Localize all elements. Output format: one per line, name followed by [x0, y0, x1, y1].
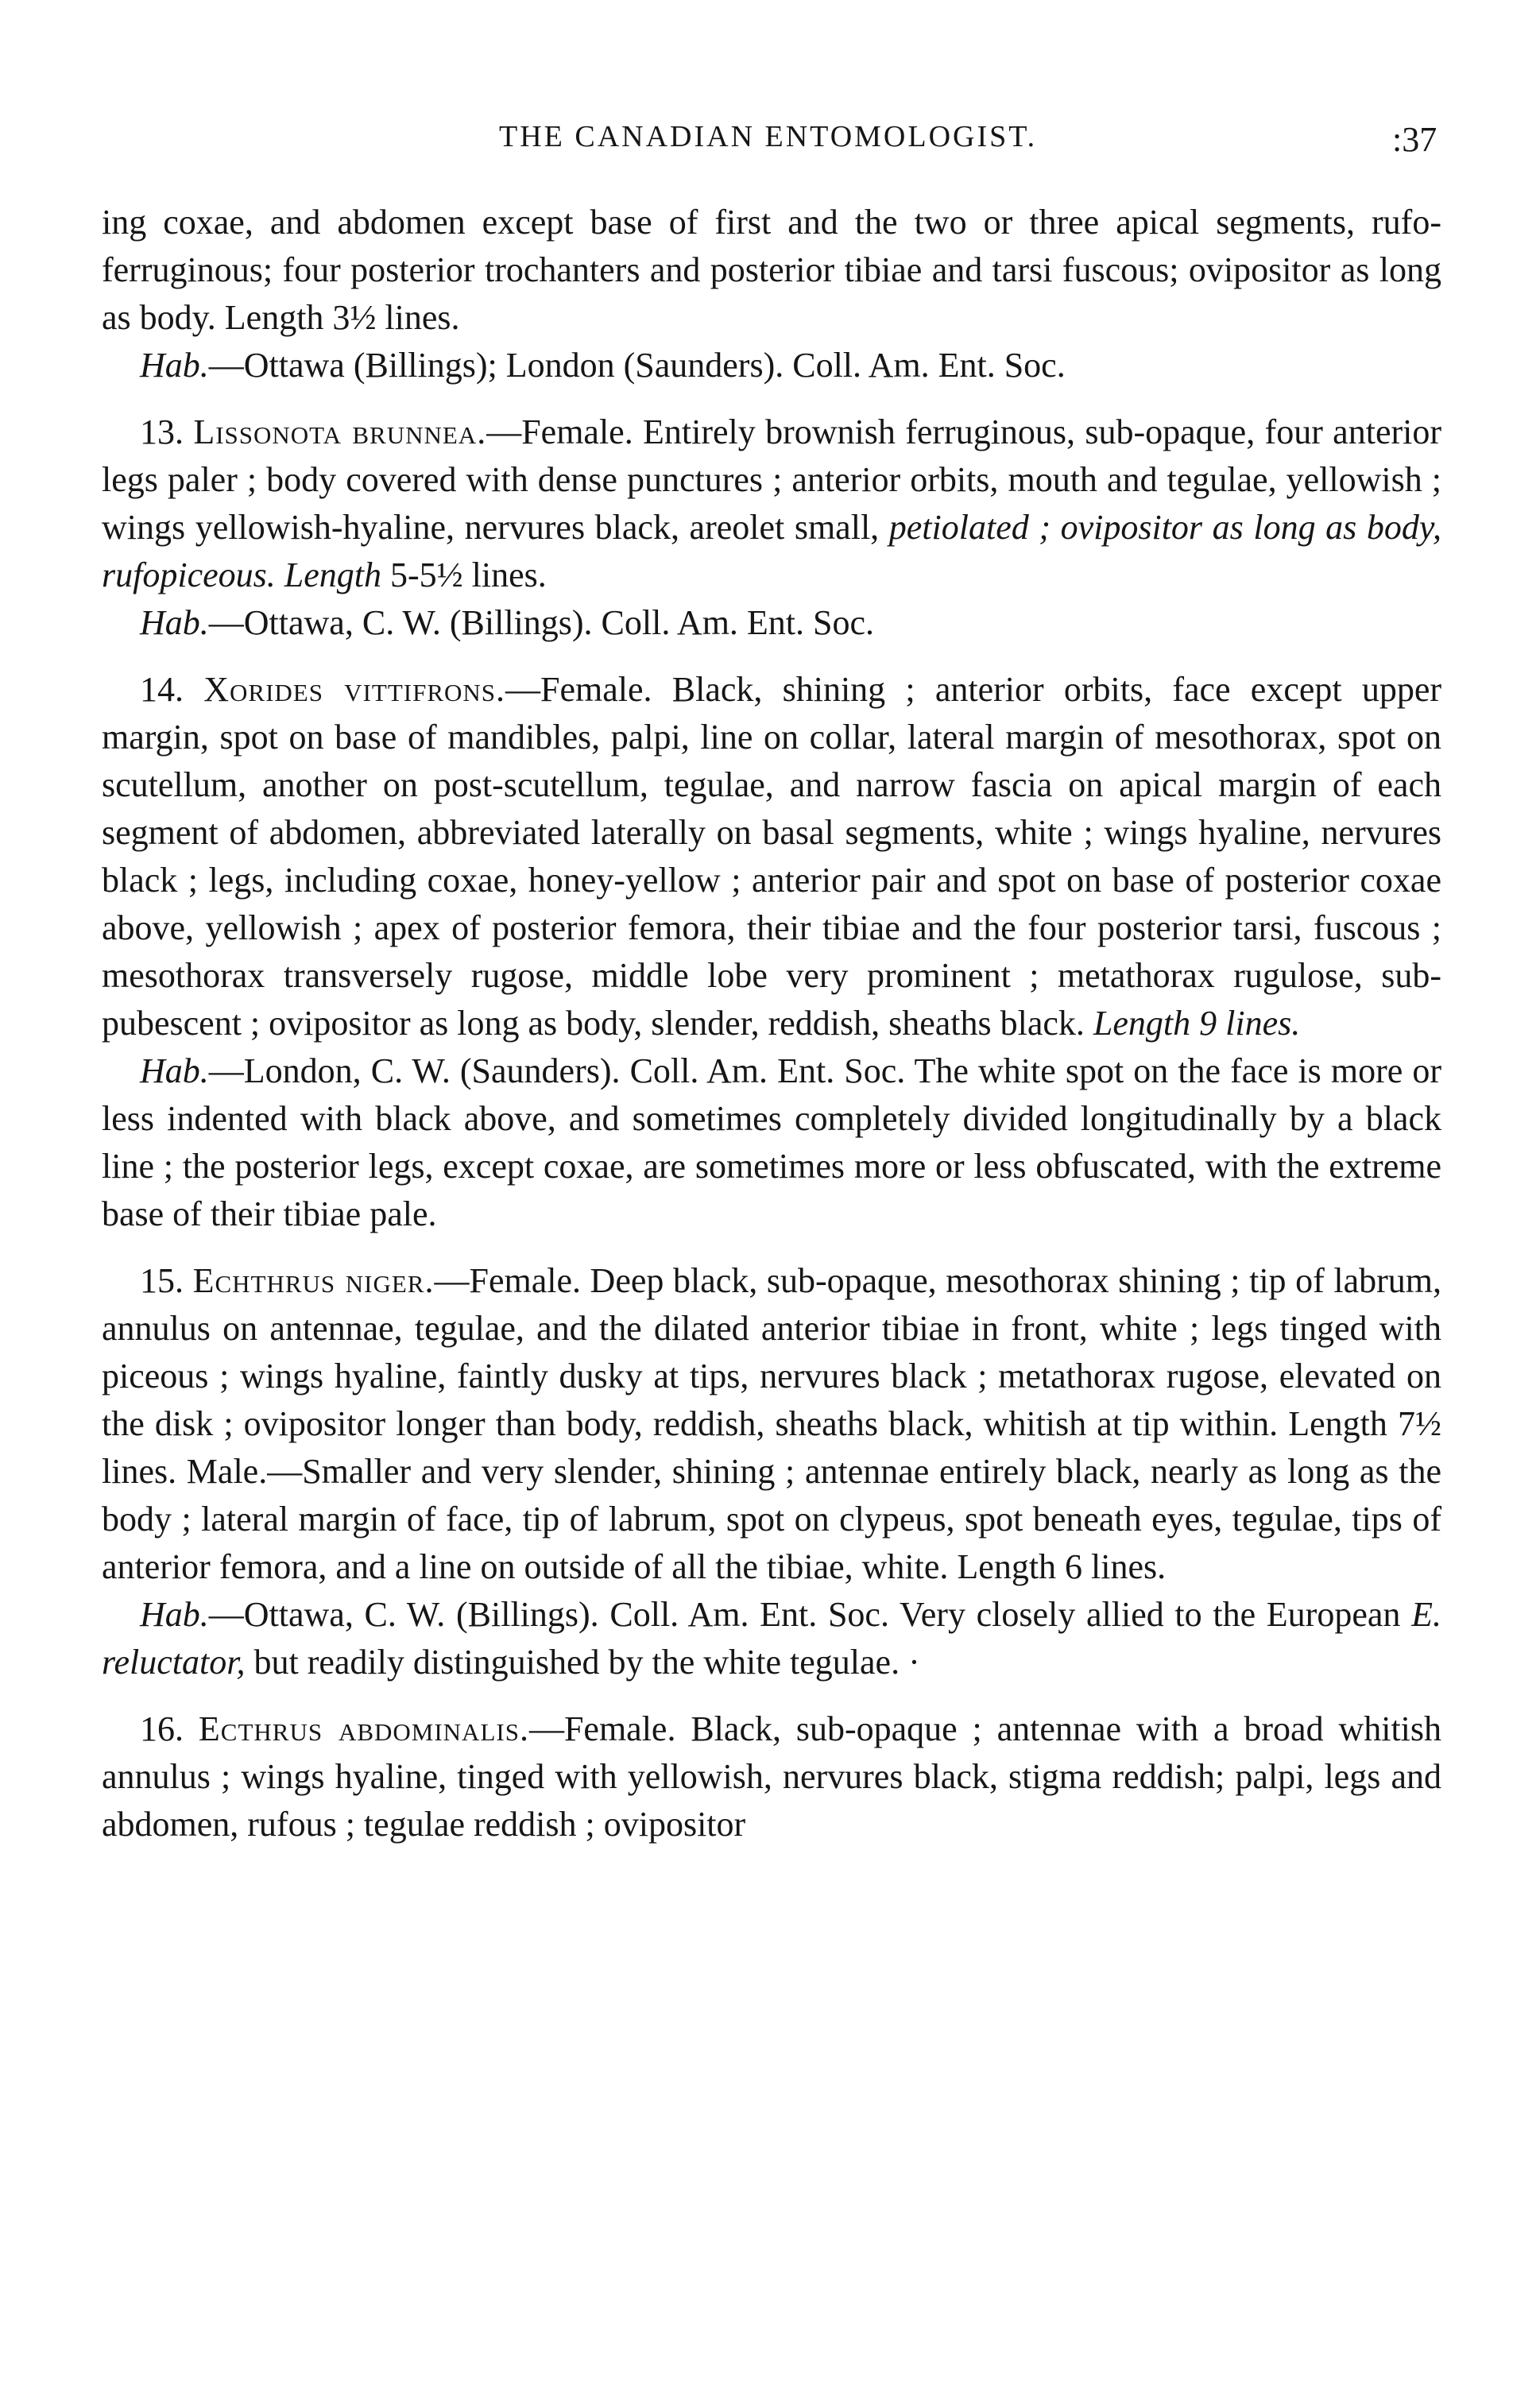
page-header	[0, 119, 1540, 167]
habitat-15	[102, 1591, 1441, 1686]
entry-number: 15.	[140, 1261, 184, 1300]
hab-text: —Ottawa (Billings); London (Saunders). Coll. Am. Ent. Soc.	[208, 346, 1066, 385]
continuation-habitat	[102, 342, 1441, 389]
species-name: Ecthrus abdominalis.	[198, 1709, 529, 1748]
species-entry-14	[102, 666, 1441, 1047]
entry-number: 16.	[140, 1709, 184, 1748]
hab-italic-name: E. reluctator,	[102, 1595, 1442, 1682]
hab-text: —Ottawa, C. W. (Billings). Coll. Am. Ent. Soc.	[208, 603, 875, 642]
species-name: Xorides vittifrons.	[203, 670, 506, 709]
continuation-paragraph	[102, 199, 1441, 342]
species-description-italic: Length 9 lines.	[1093, 1004, 1301, 1043]
species-name: Echthrus niger.	[192, 1261, 435, 1300]
continuation-text: ing coxae, and abdomen except base of first and the two or three apical segments, rufo-ferruginous; four posterior trochanters and posterior tibiae and tarsi fuscous; ovipositor as long as body. Length 3½ lines.	[102, 203, 1441, 337]
running-head: THE CANADIAN ENTOMOLOGIST.	[499, 120, 1038, 153]
habitat-13	[102, 599, 1441, 647]
species-description: —Female. Black, sub-opaque ; antennae with a broad whitish annulus ; wings hyaline, tinged with yellowish, nervures black, stigma reddish; palpi, legs and abdomen, rufous ; tegulae reddish ; ovipositor	[102, 1709, 1442, 1844]
hab-text: —Ottawa, C. W. (Billings). Coll. Am. Ent. Soc. Very closely allied to the European	[208, 1595, 1401, 1634]
species-description-italic: petiolated ; ovipositor as long as body, rufopiceous. Length	[102, 508, 1442, 594]
entry-number: 13.	[140, 412, 184, 451]
species-description: —Female. Black, shining ; anterior orbits, face except upper margin, spot on base of mandibles, palpi, line on collar, lateral margin of mesothorax, spot on scutellum, another on post-scutellum, tegulae, and narrow fascia on apical margin of each segment of abdomen, abbreviated laterally on basal segments, white ; wings hyaline, nervures black ; legs, including coxae, honey-yellow ; anterior pair and spot on base of posterior coxae above, yellowish ; apex of posterior femora, their tibiae and the four posterior tarsi, fuscous ; mesothorax transversely rugose, middle lobe very prominent ; metathorax rugulose, sub-pubescent ; ovipositor as long as body, slender, reddish, sheaths black.	[102, 670, 1442, 1043]
species-entry-16	[102, 1705, 1441, 1848]
species-entry-13	[102, 408, 1441, 599]
species-description-cont: 5-5½ lines.	[389, 555, 547, 594]
hab-label: Hab.	[140, 603, 209, 642]
hab-label: Hab.	[140, 1051, 209, 1090]
body-text	[102, 199, 1441, 1848]
hab-text: —London, C. W. (Saunders). Coll. Am. Ent. Soc. The white spot on the face is more or less indented with black above, and sometimes completely divided longitudinally by a black line ; the posterior legs, except coxae, are sometimes more or less obfuscated, with the extreme base of their tibiae pale.	[102, 1051, 1441, 1233]
hab-label: Hab.	[140, 346, 209, 385]
entry-number: 14.	[140, 670, 184, 709]
species-description: —Female. Entirely brownish ferruginous, sub-opaque, four anterior legs paler ; body covered with dense punctures ; anterior orbits, mouth and tegulae, yellowish ; wings yellowish-hyaline, nervures black, areolet small,	[102, 412, 1441, 547]
species-name: Lissonota brunnea.	[193, 412, 487, 451]
hab-text-cont: but readily distinguished by the white tegulae. ·	[253, 1643, 920, 1682]
hab-label: Hab.	[140, 1595, 209, 1634]
habitat-14	[102, 1047, 1441, 1238]
page-number: :37	[1392, 120, 1437, 159]
species-description: —Female. Deep black, sub-opaque, mesothorax shining ; tip of labrum, annulus on antennae, tegulae, and the dilated anterior tibiae in front, white ; legs tinged with piceous ; wings hyaline, faintly dusky at tips, nervures black ; metathorax rugose, elevated on the disk ; ovipositor longer than body, reddish, sheaths black, whitish at tip within. Length 7½ lines. Male.—Smaller and very slender, shining ; antennae entirely black, nearly as long as the body ; lateral margin of face, tip of labrum, spot on clypeus, spot beneath eyes, tegulae, tips of anterior femora, and a line on outside of all the tibiae, white. Length 6 lines.	[102, 1261, 1442, 1586]
species-entry-15	[102, 1257, 1441, 1591]
